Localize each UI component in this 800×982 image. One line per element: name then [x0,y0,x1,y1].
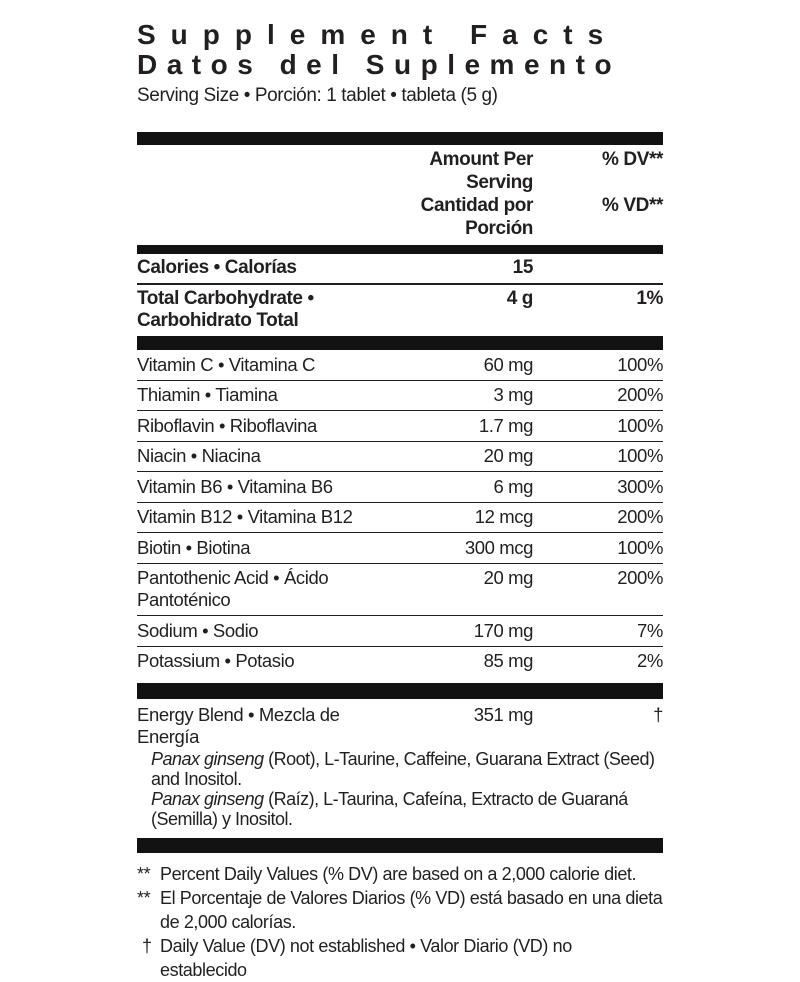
nutrient-amount: 1.7 mg [478,414,533,436]
nutrient-name: Vitamin B12 • Vitamina B12 [137,506,353,527]
footnote-dv-es [137,886,663,934]
serving-size: Serving Size • Porción: 1 tablet • tableta (5 g) [137,85,498,106]
divider-bar-footnotes [137,838,663,853]
nutrient-amount: 4 g [506,288,533,309]
divider-bar-top [137,132,663,145]
nutrient-amount: 20 mg [483,445,533,466]
nutrient-name: Sodium • Sodio [137,619,259,641]
nutrient-name: Calories • Calorías [137,257,297,278]
amount-header-es: Cantidad por Porción [420,195,533,239]
nutrient-dv: 100% [617,536,663,558]
footnote-text: El Porcentaje de Valores Diarios (% VD) está basado en una dieta de 2,000 calorías. [160,888,663,932]
nutrient-row [137,381,663,412]
energy-blend-ingredients [151,749,663,833]
total-carbohydrate-row [137,285,663,336]
nutrient-name: Energy Blend • Mezcla de Energía [137,704,340,747]
nutrient-dv: 200% [617,567,663,588]
nutrient-name: Potassium • Potasio [137,650,295,671]
nutrient-amount: 351 mg [473,704,533,725]
footnote-marker: ** [137,888,151,908]
nutrient-amount: 12 mcg [474,506,533,527]
nutrient-table [137,350,663,676]
nutrient-dv: 1% [636,288,663,309]
nutrient-amount: 300 mcg [464,536,533,558]
nutrient-row [137,503,663,534]
divider-bar-vitamins [137,336,663,350]
ingredients-en-text: (Root), L-Taurine, Caffeine, Guarana Extract (Seed) and Inositol. [151,749,655,789]
nutrient-row [137,647,663,677]
nutrient-name: Riboflavin • Riboflavina [137,414,317,436]
column-header-row-es [137,194,663,240]
footnote-marker: † [142,936,152,956]
nutrient-dv: 100% [617,353,663,375]
nutrient-row [137,472,663,503]
nutrient-name: Pantothenic Acid • Ácido Pantoténico [137,567,329,610]
nutrient-name: Vitamin B6 • Vitamina B6 [137,475,333,497]
footnote-marker: ** [137,864,151,884]
scientific-name-en: Panax ginseng [151,749,264,769]
ingredients-en [151,749,663,789]
nutrient-amount: 60 mg [483,353,533,375]
nutrient-name: Thiamin • Tiamina [137,384,278,405]
footnotes [137,862,663,982]
dv-header-en: % DV** [602,149,663,170]
calories-row [137,254,663,285]
amount-header-en: Amount Per Serving [429,149,533,193]
column-header-row-en [137,148,663,194]
footnote-dagger [137,934,663,982]
nutrient-dv: 100% [617,445,663,466]
nutrient-dv: 200% [617,506,663,527]
nutrient-name: Total Carbohydrate • Carbohidrato Total [137,288,314,331]
divider-bar-header [137,245,663,254]
nutrient-row [137,533,663,564]
ingredients-es [151,789,663,829]
supplement-facts-label [137,20,663,982]
nutrient-dv: 300% [617,475,663,497]
nutrient-amount: 85 mg [483,650,533,671]
nutrient-amount: 170 mg [473,619,533,641]
footnote-text: Daily Value (DV) not established • Valor Diario (VD) no establecido [160,936,572,980]
dv-header-es: % VD** [602,195,663,216]
energy-blend-row [137,699,663,749]
nutrient-amount: 3 mg [493,384,533,405]
column-headers [137,145,663,245]
dagger-symbol: † [653,704,663,725]
nutrient-row [137,411,663,442]
nutrient-name: Niacin • Niacina [137,445,261,466]
nutrient-dv: 7% [637,619,663,641]
nutrient-name: Vitamin C • Vitamina C [137,353,315,375]
nutrient-dv: 200% [617,384,663,405]
divider-bar-blend [137,683,663,699]
nutrient-name: Biotin • Biotina [137,536,251,558]
nutrient-amount: 15 [512,257,533,278]
nutrient-amount: 6 mg [493,475,533,497]
nutrient-row [137,350,663,381]
nutrient-row [137,442,663,473]
ingredients-es-text: (Raíz), L-Taurina, Cafeína, Extracto de Guaraná (Semilla) y Inositol. [151,789,628,829]
scientific-name-es: Panax ginseng [151,789,264,809]
label-title-en: Supplement Facts [137,19,619,50]
nutrient-amount: 20 mg [483,567,533,588]
nutrient-dv: 100% [617,414,663,436]
nutrient-row [137,564,663,617]
label-title-es: Datos del Suplemento [137,49,622,80]
footnote-dv-en [137,862,663,886]
nutrient-row [137,616,663,647]
footnote-text: Percent Daily Values (% DV) are based on a 2,000 calorie diet. [160,864,637,884]
nutrient-dv: 2% [637,650,663,671]
